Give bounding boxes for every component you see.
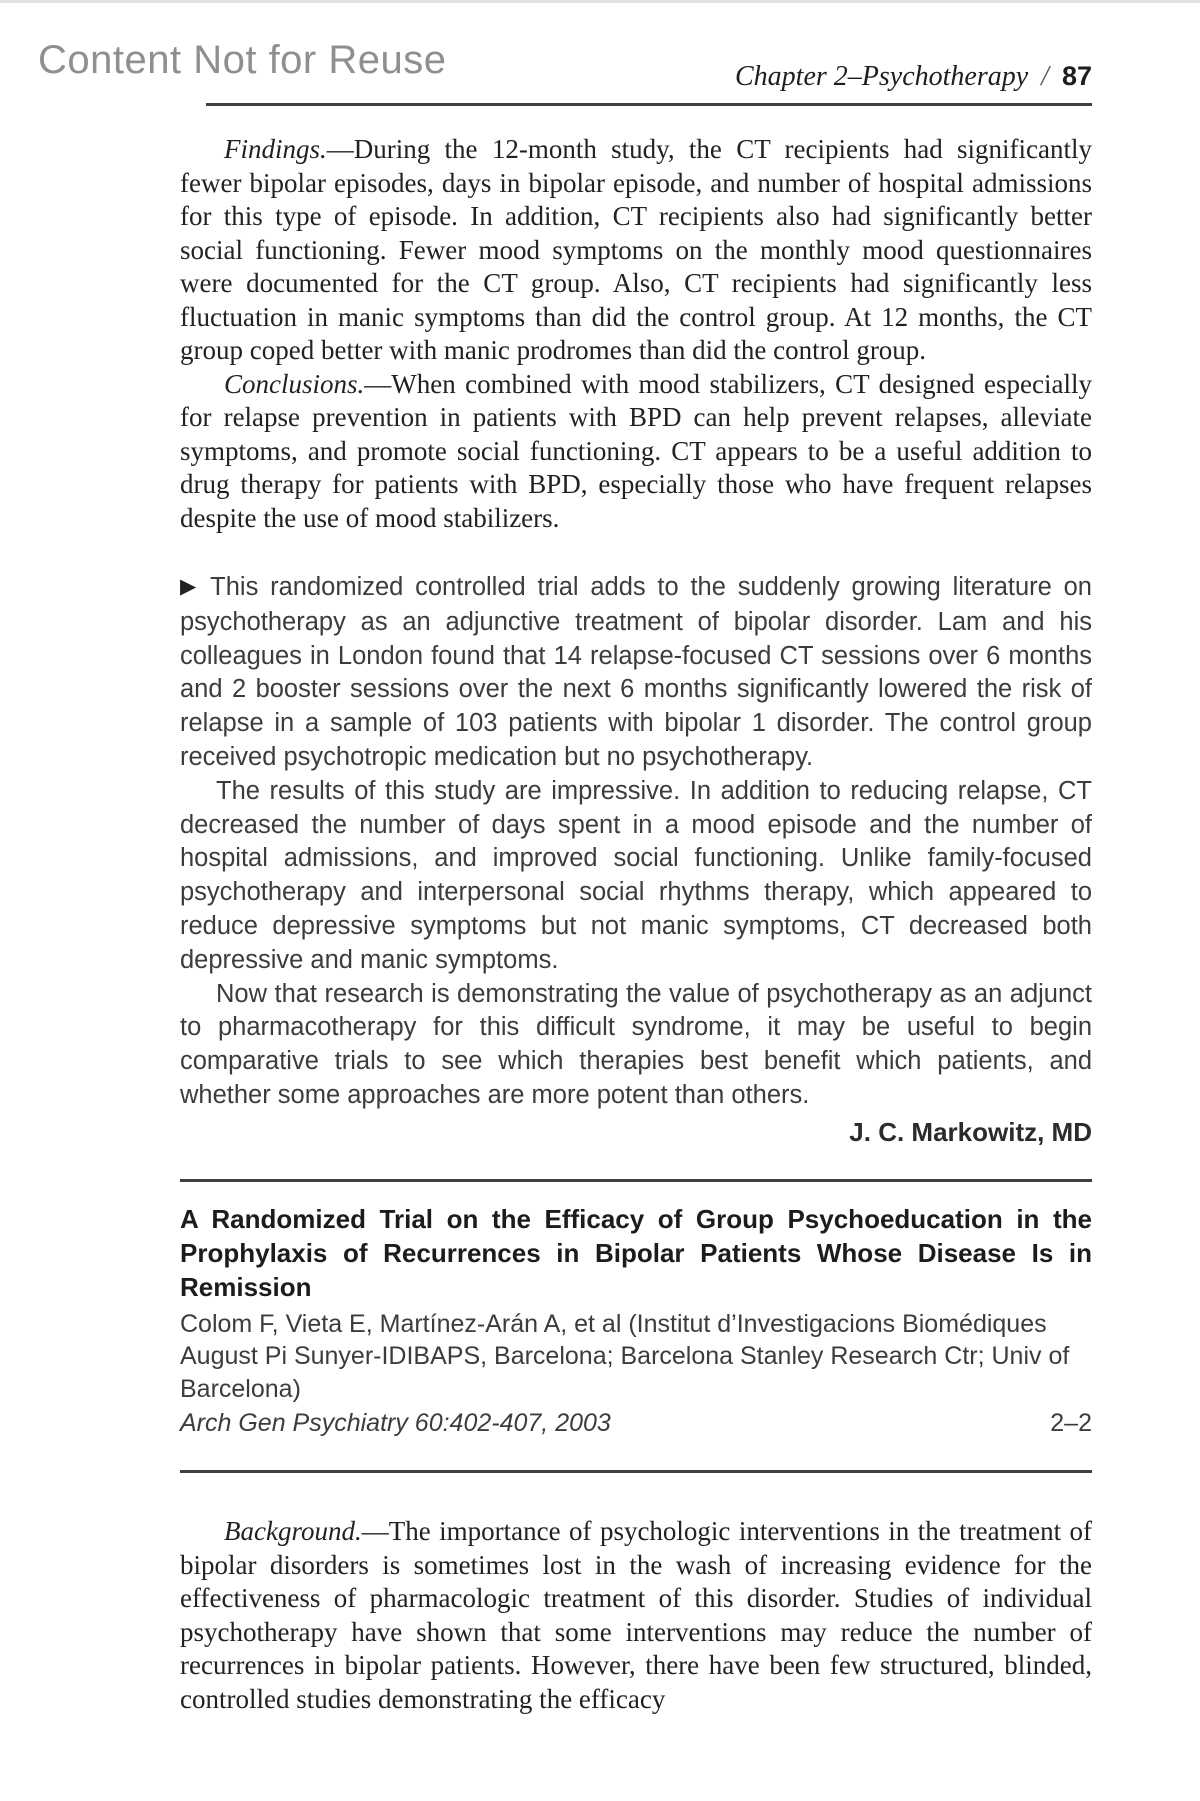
abstract-conclusions-paragraph — [180, 368, 1092, 536]
commentary-paragraph: The results of this study are impressive. In addition to reducing relapse, CT decreased the number of days spent in a mood episode and the number of hospital admissions, and improved social functioning. Unlike family-focused psychotherapy and interpersonal social rhythms therapy, which appeared to reduce depressive symptoms but not manic symptoms, CT decreased both depressive and manic symptoms. — [180, 776, 1092, 974]
commentary-paragraph — [180, 571, 1092, 775]
commentary-paragraph-text: This randomized controlled trial adds to the suddenly growing literature on psychotherapy as an adjunctive treatment of bipolar disorder. Lam and his colleagues in London found that 14 relapse-focused CT sessions over 6 months and 2 booster sessions over the next 6 months significantly lowered the risk of relapse in a sample of 103 patients with bipolar 1 disorder. The control group received psychotropic medication but no psychotherapy. — [180, 573, 1092, 771]
text-column — [180, 58, 1092, 1716]
header-rule — [206, 103, 1092, 106]
background-text: —The importance of psychologic interventions in the treatment of bipolar disorders is sometimes lost in the wash of increasing evidence for the effectiveness of pharmacologic treatment of this disorder. Studies of individual psychotherapy have shown that some interventions may reduce the number of recurrences in bipolar patients. However, there have been few structured, blinded, controlled studies demonstrating the efficacy — [180, 1516, 1092, 1714]
citation-bottom-rule — [180, 1470, 1092, 1473]
header-separator: / — [1041, 61, 1049, 92]
page-number: 87 — [1061, 61, 1092, 91]
abstract-findings-paragraph — [180, 133, 1092, 368]
citation-journal-line — [180, 1407, 1092, 1440]
watermark: Content Not for Reuse — [38, 38, 447, 82]
conclusions-label: Conclusions. — [224, 368, 365, 399]
journal-name: Arch Gen Psychiatry — [180, 1409, 408, 1438]
citation-title: A Randomized Trial on the Efficacy of Group Psychoeducation in the Prophylaxis of Recurrences in Bipolar Patients Whose Disease Is in Remission — [180, 1203, 1092, 1302]
commentary-signature: J. C. Markowitz, MD — [849, 1116, 1092, 1147]
citation-block — [180, 1202, 1092, 1441]
chapter-title: Chapter 2–Psychotherapy — [735, 61, 1029, 92]
citation-journal-text — [180, 1407, 611, 1440]
scan-artifact-line — [0, 0, 1200, 3]
conclusions-text: —When combined with mood stabilizers, CT designed especially for relapse prevention in patients with BPD can help prevent relapses, alleviate symptoms, and promote social functioning. CT appears to be a useful addition to drug therapy for patients with BPD, especially those who have frequent relapses despite the use of mood stabilizers. — [180, 368, 1092, 533]
background-label: Background. — [224, 1516, 362, 1547]
abstract-background-paragraph — [180, 1515, 1092, 1716]
citation-authors: Colom F, Vieta E, Martínez-Arán A, et al (Institut d’Investigacions Biomédiques August Pi Sunyer-IDIBAPS, Barcelona; Barcelona Stanley Research Ctr; Univ of Barcelona) — [180, 1309, 1070, 1403]
reference-code: 2–2 — [1050, 1409, 1092, 1438]
running-header — [180, 58, 1092, 95]
citation-top-rule — [180, 1179, 1092, 1182]
findings-label: Findings. — [224, 134, 327, 164]
journal-volume-pages: 60:402-407, 2003 — [407, 1409, 611, 1438]
commentary-paragraph: Now that research is demonstrating the value of psychotherapy as an adjunct to pharmacotherapy for this difficult syndrome, it may be useful to begin comparative trials to see which therapies best benefit which patients, and whether some approaches are more potent than others. — [180, 979, 1092, 1109]
commentary-arrow-icon: ▶ — [180, 575, 197, 598]
findings-text: —During the 12-month study, the CT recipients had significantly fewer bipolar episodes, days in bipolar episode, and number of hospital admissions for this type of episode. In addition, CT recipients also had significantly better social functioning. Fewer mood symptoms on the monthly mood questionnaires were documented for the CT group. Also, CT recipients had significantly less fluctuation in manic symptoms than did the control group. At 12 months, the CT group coped better with manic prodromes than did the control group. — [180, 134, 1092, 365]
editor-commentary — [180, 571, 1092, 1149]
